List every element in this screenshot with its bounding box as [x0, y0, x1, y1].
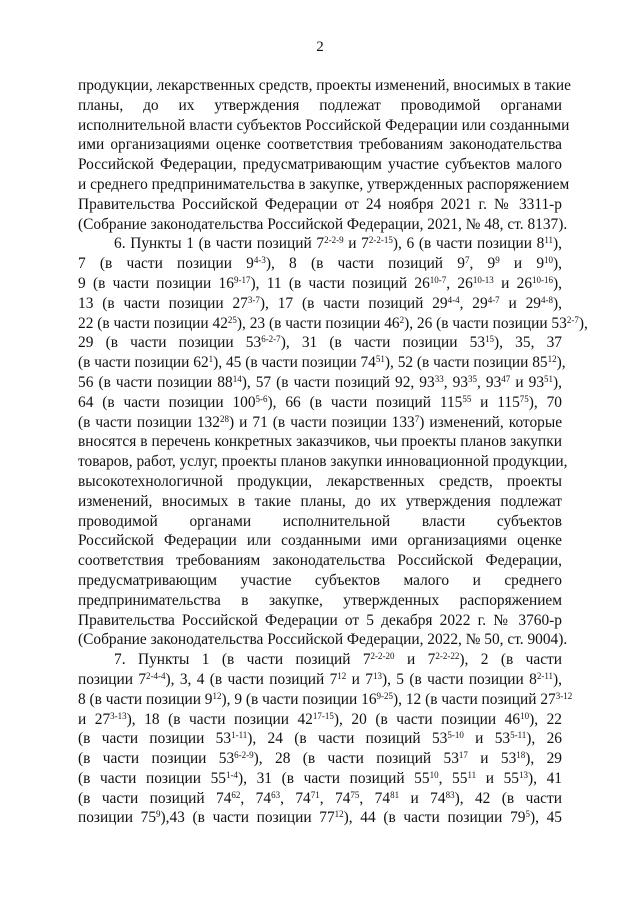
text-line: (в части позиции 53$^{6-2-9}$), 28 (в части позиций $53^{17}$ и $53^{18}$), 29: [78, 750, 562, 768]
text-line: продукции, лекарственных средств, проекты изменений, вносимых в такие: [78, 77, 571, 94]
superscript: 3-13: [110, 710, 127, 721]
superscript: 12: [337, 670, 347, 681]
text-line: 7 (в части позиции 9$^{4-3}$), 8 (в части позиций $9^7$, $9^9$ и $9^{10}$),: [78, 255, 563, 273]
superscript: 1: [208, 354, 214, 365]
text-line: ими организациями оценке соответствия требованиям законодательства: [78, 136, 562, 154]
superscript: 81: [390, 789, 400, 800]
superscript: 9: [495, 255, 500, 266]
text-line: 7. Пункты 1 (в части позиций 7$^{2-2-20}$ и 7$^{2-2-22}$), 2 (в части: [114, 651, 563, 669]
superscript: 6-2-9: [234, 750, 254, 761]
text-line: 13 (в части позиции 27$^{3-7}$), 17 (в части позиций 29$^{4-4}$, 29$^{4-7}$ и 29$^{4-8}$),: [78, 294, 562, 312]
text-line: 22 (в части позиции $42^{25}$), 23 (в части позиции $46^2$), 26 (в части позиции 53$^{2-7}$),: [78, 314, 588, 332]
superscript: 5-6: [255, 393, 268, 404]
superscript: 5-10: [447, 730, 464, 741]
superscript: 10-16: [532, 274, 554, 285]
page-number: 2: [316, 39, 324, 55]
superscript: 11: [467, 769, 477, 780]
superscript: 2-7: [566, 314, 579, 325]
superscript: 1-4: [225, 769, 238, 780]
superscript: 63: [271, 789, 281, 800]
superscript: 12: [334, 809, 344, 820]
superscript: 10-13: [472, 274, 494, 285]
superscript: 5: [525, 809, 530, 820]
text-line: Российской Федерации или созданными ими организациями оценке: [78, 532, 562, 550]
text-line: товаров, работ, услуг, проекты планов закупки инновационной продукции,: [78, 453, 568, 471]
superscript: 18: [516, 750, 526, 761]
text-line: 8 (в части позиции $9^{12}$), 9 (в части позиции 16$^{9-25}$), 12 (в части позиций 27$^{3-12}$: [78, 690, 573, 708]
superscript: 3-7: [247, 294, 260, 305]
text-line: (Собрание законодательства Российской Федерации, 2021, № 48, ст. 8137).: [78, 215, 568, 233]
superscript: 2-4-4: [146, 670, 166, 681]
superscript: 9-25: [376, 690, 394, 701]
document-body: [78, 76, 588, 828]
text-line: изменений, вносимых в такие планы, до их утверждения подлежат: [78, 492, 562, 510]
text-line: 56 (в части позиции $88^{14}$), 57 (в части позиций 92, $93^{33}$, $93^{35}$, $93^{47}$ и $93^{51}$),: [78, 373, 563, 391]
text-line: проводимой органами исполнительной власти субъектов: [78, 512, 562, 530]
text-line: Правительства Российской Федерации от 5 декабря 2022 г. № 3760-р: [78, 611, 562, 629]
superscript: 55: [462, 393, 472, 404]
superscript: 10: [520, 710, 530, 721]
superscript: 83: [445, 789, 455, 800]
superscript: 28: [219, 413, 229, 424]
text-line: высокотехнологичной продукции, лекарственных средств, проекты: [78, 472, 562, 490]
superscript: 2-2-9: [324, 235, 344, 246]
superscript: 12: [212, 690, 222, 701]
superscript: 33: [434, 373, 444, 384]
superscript: 51: [375, 354, 385, 365]
text-line: планы, до их утверждения подлежат проводимой органами: [78, 96, 562, 114]
superscript: 1-11: [231, 730, 248, 741]
text-line: 6. Пункты 1 (в части позиций 7$^{2-2-9}$ и 7$^{2-2-15}$), 6 (в части позиции $8^{11}$),: [114, 235, 562, 253]
text-line: Российской Федерации, предусматривающим участие субъектов малого: [78, 156, 562, 174]
superscript: 11: [544, 235, 553, 246]
superscript: 9-17: [233, 274, 251, 285]
superscript: 17-15: [312, 710, 334, 721]
text-line: вносятся в перечень конкретных заказчиков, чьи проекты планов закупки: [78, 433, 562, 451]
superscript: 10: [544, 255, 554, 266]
superscript: 4-4: [447, 294, 460, 305]
superscript: 12: [547, 354, 557, 365]
superscript: 51: [544, 373, 554, 384]
text-line: исполнительной власти субъектов Российской Федерации или созданными: [78, 116, 570, 134]
text-line: (Собрание законодательства Российской Федерации, 2022, № 50, ст. 9004).: [78, 631, 568, 649]
text-line: 9 (в части позиции 16$^{9-17}$), 11 (в части позиций 26$^{10-7}$, 26$^{10-13}$ и 26$^{10-16}$),: [78, 274, 562, 292]
superscript: 7: [414, 413, 420, 424]
superscript: 5-11: [510, 730, 527, 741]
superscript: 4-7: [487, 294, 500, 305]
superscript: 4-8: [541, 294, 554, 305]
superscript: 35: [468, 373, 477, 384]
superscript: 14: [232, 373, 242, 384]
text-line: и 27$^{3-13}$), 18 (в части позиции 42$^{17-15}$), 20 (в части позиции $46^{10}$), 22: [78, 710, 562, 728]
text-line: и среднего предпринимательства в закупке, утвержденных распоряжением: [78, 175, 570, 193]
superscript: 71: [310, 789, 320, 800]
text-line: (в части позиции 55$^{1-4}$), 31 (в части позиций $55^{10}$, $55^{11}$ и $55^{13}$), 41: [78, 769, 562, 787]
superscript: 62: [231, 789, 241, 800]
superscript: 15: [485, 334, 495, 345]
superscript: 10-7: [429, 274, 447, 285]
text-line: позиции 7$^{2-4-4}$), 3, 4 (в части позиций $7^{12}$ и $7^{13}$), 5 (в части позиции 8$^{2-11}$),: [78, 670, 562, 688]
text-line: 64 (в части позиции 100$^{5-6}$), 66 (в части позиций $115^{55}$ и $115^{75}$), 70: [78, 393, 562, 411]
superscript: 2-2-20: [370, 651, 395, 662]
superscript: 2: [399, 314, 405, 325]
superscript: 25: [227, 314, 237, 325]
superscript: 3-12: [555, 690, 573, 701]
superscript: 75: [350, 789, 360, 800]
superscript: 2-2-15: [368, 235, 393, 246]
superscript: 7: [464, 255, 470, 266]
text-line: предпринимательства в закупке, утвержденных распоряжением: [78, 591, 562, 609]
superscript: 2-2-22: [435, 651, 460, 662]
superscript: 4-3: [253, 255, 266, 266]
text-line: соответствия требованиям законодательства Российской Федерации,: [78, 552, 562, 570]
text-line: (в части позиции $132^{28}$) и 71 (в части позиции $133^7$) изменений, которые: [78, 413, 563, 431]
superscript: 13: [372, 670, 382, 681]
text-line: предусматривающим участие субъектов малого и среднего: [78, 571, 562, 589]
superscript: 10: [429, 769, 439, 780]
superscript: 13: [519, 769, 528, 780]
text-line: (в части позиции $62^1$), 45 (в части позиции $74^{51}$), 52 (в части позиции $85^{12}$),: [78, 354, 566, 372]
superscript: 2-11: [536, 670, 553, 681]
superscript: 47: [501, 373, 511, 384]
text-line: (в части позиций $74^{62}$, $74^{63}$, $74^{71}$, $74^{75}$, $74^{81}$ и $74^{83}$), 42 (в части: [78, 789, 562, 807]
text-line: (в части позиции 53$^{1-11}$), 24 (в части позиций 53$^{5-10}$ и 53$^{5-11}$), 26: [78, 730, 562, 748]
superscript: 6-2-7: [261, 334, 281, 345]
text-line: Правительства Российской Федерации от 24 ноября 2021 г. № 3311-р: [78, 195, 562, 213]
superscript: 9: [156, 809, 161, 820]
text-line: 29 (в части позиции 53$^{6-2-7}$), 31 (в части позиции $53^{15}$), 35, 37: [78, 334, 562, 352]
superscript: 75: [519, 393, 529, 404]
superscript: 17: [458, 750, 468, 761]
text-line: позиции $75^9),43$ (в части позиции $77^{12}$), 44 (в части позиции $79^5$), 45: [78, 809, 562, 827]
